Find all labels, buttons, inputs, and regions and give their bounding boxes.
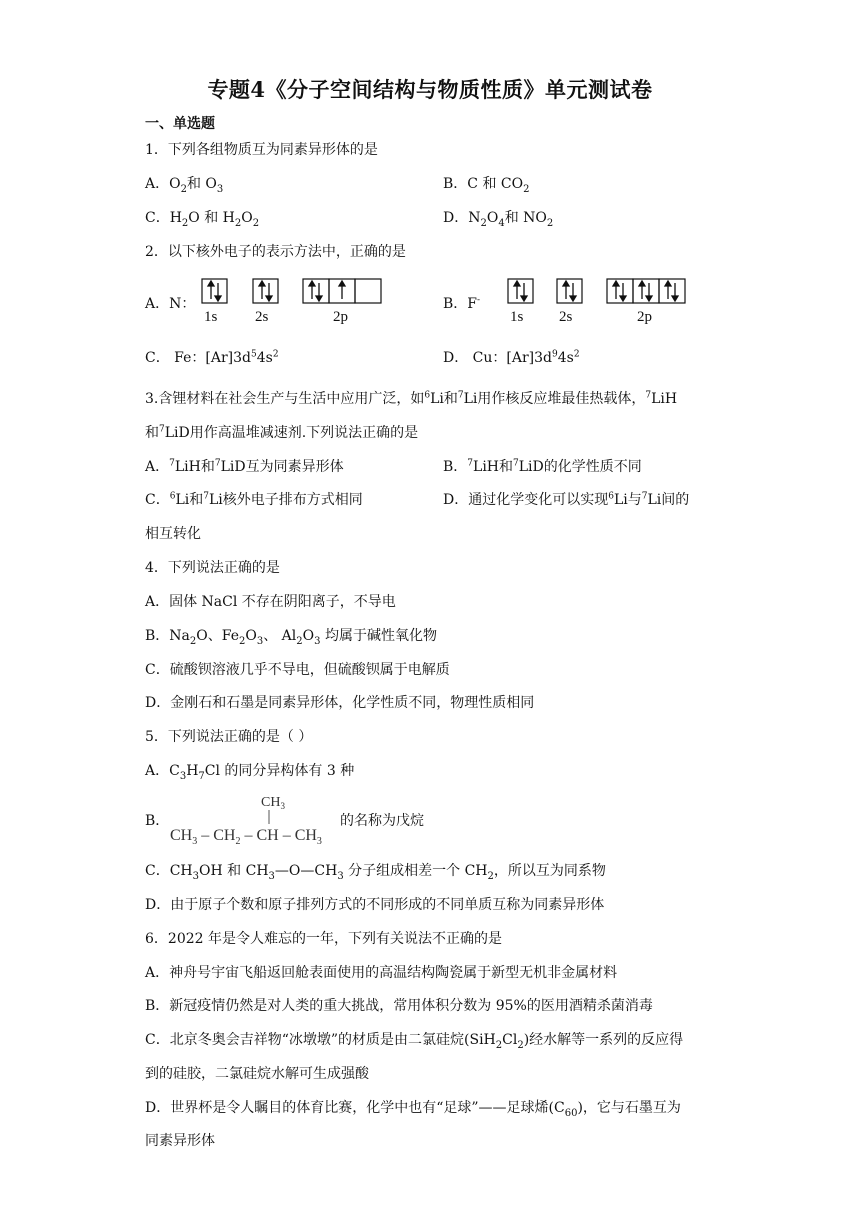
q2-option-c[interactable]: C． Fe：$[Ar]3d^54s^2$ bbox=[145, 349, 279, 366]
orbital-label-2s: 2s bbox=[255, 309, 269, 325]
q6-option-d[interactable]: D．世界杯是令人瞩目的体育比赛，化学中也有“足球”——足球烯$(C_{60})$，它与石墨互为 bbox=[145, 1100, 681, 1119]
orbital-diagram-n bbox=[199, 277, 389, 325]
q6-option-c[interactable]: C．北京冬奥会吉祥物“冰墩墩”的材质是由二氯硅烷$(SiH_2Cl_2)$经水解等一系列的反应得 bbox=[145, 1032, 684, 1051]
question-2-stem: 2．以下核外电子的表示方法中，正确的是 bbox=[145, 244, 406, 260]
q3-option-d[interactable]: D．通过化学变化可以实现$^6$Li与$^7$Li间的 bbox=[443, 491, 690, 508]
q5-option-a[interactable]: A．$C_3H_7Cl$ 的同分异构体有 3 种 bbox=[145, 763, 355, 782]
q5-option-b-suffix: 的名称为戊烷 bbox=[340, 813, 424, 829]
q5-option-c[interactable]: C．$CH_3OH$ 和 $CH_3—O—CH_3$ 分子组成相差一个 $CH_2$，所以互为同系物 bbox=[145, 863, 606, 882]
q3-option-a[interactable]: A．$^7$LiH和$^7$LiD互为同素异形体 bbox=[145, 458, 344, 475]
q5-option-d[interactable]: D．由于原子个数和原子排列方式的不同形成的不同单质互称为同素异形体 bbox=[145, 897, 605, 913]
orbital-label-2p: 2p bbox=[333, 309, 348, 325]
q1-option-b[interactable]: B．C 和 $CO_2$ bbox=[443, 176, 530, 195]
q4-option-b[interactable]: B．$Na_2O$、$Fe_2O_3$、 $Al_2O_3$ 均属于碱性氧化物 bbox=[145, 628, 437, 647]
q6-option-a[interactable]: A．神舟号宇宙飞船返回舱表面使用的高温结构陶瓷属于新型无机非金属材料 bbox=[145, 965, 618, 981]
q3-option-c[interactable]: C．$^6$Li和$^7$Li核外电子排布方式相同 bbox=[145, 491, 363, 508]
q1-option-d[interactable]: D．$N_2O_4$和 $NO_2$ bbox=[443, 210, 554, 229]
orbital-label-1s: 1s bbox=[204, 309, 218, 325]
q2-option-b[interactable]: B．F- bbox=[443, 295, 481, 312]
page-title: 专题4《分子空间结构与物质性质》单元测试卷 bbox=[207, 77, 653, 102]
orbital-label-2p: 2p bbox=[637, 309, 652, 325]
question-3-stem-line1: 3.含锂材料在社会生产与生活中应用广泛，如$^6$Li和$^7$Li用作核反应堆最佳热载体，$^7$LiH bbox=[145, 390, 678, 407]
question-6-stem: 6．2022 年是令人难忘的一年，下列有关说法不正确的是 bbox=[145, 931, 502, 947]
orbital-label-2s: 2s bbox=[559, 309, 573, 325]
q6-option-b[interactable]: B．新冠疫情仍然是对人类的重大挑战，常用体积分数为 95%的医用酒精杀菌消毒 bbox=[145, 998, 653, 1014]
question-4-stem: 4．下列说法正确的是 bbox=[145, 560, 280, 576]
q4-option-c[interactable]: C．硫酸钡溶液几乎不导电，但硫酸钡属于电解质 bbox=[145, 662, 450, 678]
q2-option-a[interactable]: A．N： bbox=[145, 296, 196, 312]
orbital-label-1s: 1s bbox=[510, 309, 524, 325]
q1-option-a[interactable]: A．$O_2$和 $O_3$ bbox=[145, 176, 224, 195]
q2-option-d[interactable]: D． Cu：$[Ar]3d^94s^2$ bbox=[443, 349, 580, 366]
q1-option-c[interactable]: C．$H_2O$ 和 $H_2O_2$ bbox=[145, 210, 260, 229]
svg-text:CH3 – CH2 – CH – CH3: $CH_3 - CH_2$ – CH – $CH_3$ bbox=[170, 827, 322, 847]
orbital-diagram-f-ion bbox=[505, 277, 695, 325]
q3-option-b[interactable]: B．$^7$LiH和$^7$LiD的化学性质不同 bbox=[443, 458, 642, 475]
question-3-stem-line2: 和$^7$LiD用作高温堆减速剂.下列说法正确的是 bbox=[145, 424, 419, 441]
q4-option-d[interactable]: D．金刚石和石墨是同素异形体，化学性质不同，物理性质相同 bbox=[145, 695, 535, 711]
q3-option-d-continued: 相互转化 bbox=[145, 526, 201, 542]
q4-option-a[interactable]: A．固体 NaCl 不存在阴阳离子，不导电 bbox=[145, 594, 396, 610]
q5-option-b[interactable]: B． bbox=[145, 813, 170, 829]
svg-text:CH3: $CH_3$ bbox=[261, 795, 285, 811]
question-5-stem: 5．下列说法正确的是（ ） bbox=[145, 729, 313, 745]
question-1-stem: 1．下列各组物质互为同素异形体的是 bbox=[145, 142, 378, 158]
q6-option-d-continued: 同素异形体 bbox=[145, 1133, 215, 1149]
q6-option-c-continued: 到的硅胶，二氯硅烷水解可生成强酸 bbox=[145, 1066, 369, 1082]
section-heading: 一、单选题 bbox=[145, 116, 215, 132]
structural-formula bbox=[168, 792, 340, 848]
